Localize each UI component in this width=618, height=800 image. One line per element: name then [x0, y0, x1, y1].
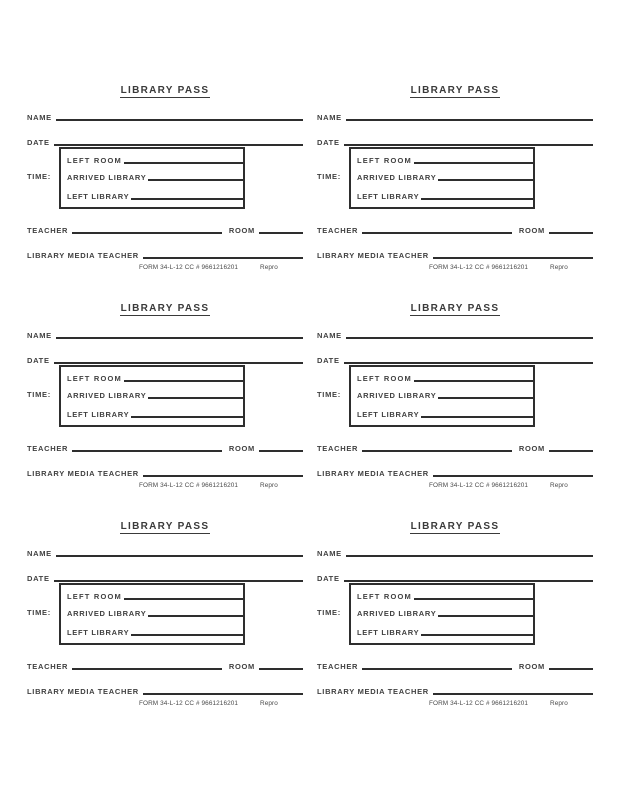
library-media-teacher-label: LIBRARY MEDIA TEACHER	[317, 686, 429, 696]
form-number: FORM 34-L-12 CC # 9661216201	[429, 264, 529, 271]
pass-footer	[317, 263, 593, 273]
date-blank-line	[344, 580, 593, 582]
date-label: DATE	[27, 355, 50, 365]
room-blank-line	[549, 450, 593, 452]
arrived-library-label: ARRIVED LIBRARY	[67, 172, 147, 182]
teacher-label: TEACHER	[27, 661, 69, 671]
repro-label: Repro	[550, 482, 568, 489]
form-number: FORM 34-L-12 CC # 9661216201	[139, 264, 239, 271]
library-media-teacher-field-row	[317, 685, 593, 695]
time-label: TIME:	[27, 608, 51, 617]
date-field-row	[317, 354, 593, 364]
date-label: DATE	[317, 573, 340, 583]
date-field-row	[27, 136, 303, 146]
form-number: FORM 34-L-12 CC # 9661216201	[139, 700, 239, 707]
teacher-label: TEACHER	[317, 443, 359, 453]
left-library-row	[67, 408, 243, 418]
teacher-blank-line	[362, 668, 512, 670]
name-label: NAME	[27, 112, 52, 122]
left-library-label: LEFT LIBRARY	[67, 409, 130, 419]
time-label: TIME:	[27, 172, 51, 181]
left-room-row	[357, 372, 533, 382]
library-pass-form	[317, 298, 593, 516]
library-media-teacher-blank-line	[433, 475, 593, 477]
date-label: DATE	[27, 573, 50, 583]
pass-title	[317, 516, 593, 534]
teacher-field-row	[27, 224, 303, 234]
name-field-row	[317, 329, 593, 339]
teacher-field-row	[317, 224, 593, 234]
name-label: NAME	[27, 330, 52, 340]
room-blank-line	[259, 450, 303, 452]
left-library-row	[357, 408, 533, 418]
time-label: TIME:	[317, 608, 341, 617]
time-box	[349, 365, 535, 427]
left-room-blank-line	[124, 380, 243, 382]
left-room-row	[357, 154, 533, 164]
form-number: FORM 34-L-12 CC # 9661216201	[429, 700, 529, 707]
date-field-row	[317, 572, 593, 582]
library-media-teacher-label: LIBRARY MEDIA TEACHER	[27, 686, 139, 696]
pass-footer	[27, 699, 303, 709]
library-media-teacher-field-row	[317, 467, 593, 477]
library-media-teacher-blank-line	[143, 257, 303, 259]
library-media-teacher-blank-line	[143, 475, 303, 477]
library-media-teacher-blank-line	[433, 257, 593, 259]
arrived-library-row	[67, 389, 243, 399]
teacher-label: TEACHER	[27, 443, 69, 453]
name-label: NAME	[317, 548, 342, 558]
left-room-blank-line	[124, 162, 243, 164]
room-blank-line	[259, 668, 303, 670]
room-label: ROOM	[518, 661, 545, 671]
arrived-library-blank-line	[148, 397, 243, 399]
left-room-row	[67, 154, 243, 164]
arrived-library-row	[67, 607, 243, 617]
left-library-label: LEFT LIBRARY	[67, 627, 130, 637]
left-library-blank-line	[421, 634, 533, 636]
left-library-label: LEFT LIBRARY	[357, 627, 420, 637]
arrived-library-blank-line	[148, 179, 243, 181]
pass-title	[317, 80, 593, 98]
date-blank-line	[344, 144, 593, 146]
name-field-row	[317, 111, 593, 121]
left-room-label: LEFT ROOM	[357, 373, 412, 383]
left-library-blank-line	[131, 634, 243, 636]
library-media-teacher-field-row	[27, 249, 303, 259]
pass-grid	[27, 80, 593, 734]
pass-footer	[317, 481, 593, 491]
library-media-teacher-field-row	[317, 249, 593, 259]
pass-title	[27, 298, 303, 316]
time-box	[59, 147, 245, 209]
pass-footer	[27, 263, 303, 273]
date-field-row	[317, 136, 593, 146]
library-media-teacher-label: LIBRARY MEDIA TEACHER	[27, 250, 139, 260]
left-room-label: LEFT ROOM	[357, 591, 412, 601]
library-pass-form	[317, 516, 593, 734]
left-library-label: LEFT LIBRARY	[357, 409, 420, 419]
repro-label: Repro	[260, 482, 278, 489]
library-media-teacher-label: LIBRARY MEDIA TEACHER	[27, 468, 139, 478]
time-label: TIME:	[27, 390, 51, 399]
arrived-library-row	[67, 171, 243, 181]
name-field-row	[27, 111, 303, 121]
name-field-row	[27, 329, 303, 339]
left-room-label: LEFT ROOM	[357, 155, 412, 165]
room-label: ROOM	[228, 225, 255, 235]
repro-label: Repro	[260, 700, 278, 707]
name-blank-line	[346, 119, 593, 121]
name-blank-line	[346, 555, 593, 557]
date-field-row	[27, 354, 303, 364]
pass-title-text: LIBRARY PASS	[120, 303, 210, 314]
name-field-row	[27, 547, 303, 557]
arrived-library-blank-line	[438, 397, 533, 399]
left-library-row	[357, 626, 533, 636]
teacher-blank-line	[362, 232, 512, 234]
form-number: FORM 34-L-12 CC # 9661216201	[429, 482, 529, 489]
pass-title-text: LIBRARY PASS	[410, 303, 500, 314]
date-blank-line	[54, 362, 303, 364]
arrived-library-blank-line	[148, 615, 243, 617]
pass-footer	[27, 481, 303, 491]
left-room-row	[67, 372, 243, 382]
left-room-row	[67, 590, 243, 600]
left-room-blank-line	[414, 380, 533, 382]
arrived-library-label: ARRIVED LIBRARY	[357, 390, 437, 400]
left-room-row	[357, 590, 533, 600]
time-label: TIME:	[317, 390, 341, 399]
arrived-library-label: ARRIVED LIBRARY	[357, 608, 437, 618]
name-label: NAME	[317, 330, 342, 340]
pass-title-text: LIBRARY PASS	[410, 85, 500, 96]
arrived-library-row	[357, 607, 533, 617]
teacher-blank-line	[362, 450, 512, 452]
pass-title-text: LIBRARY PASS	[120, 85, 210, 96]
pass-footer	[317, 699, 593, 709]
library-pass-form	[317, 80, 593, 298]
arrived-library-row	[357, 171, 533, 181]
time-box	[349, 583, 535, 645]
arrived-library-label: ARRIVED LIBRARY	[357, 172, 437, 182]
left-room-blank-line	[124, 598, 243, 600]
name-label: NAME	[27, 548, 52, 558]
library-pass-form	[27, 298, 303, 516]
teacher-blank-line	[72, 232, 222, 234]
left-room-label: LEFT ROOM	[67, 373, 122, 383]
left-room-blank-line	[414, 162, 533, 164]
teacher-field-row	[317, 660, 593, 670]
left-library-label: LEFT LIBRARY	[67, 191, 130, 201]
left-room-blank-line	[414, 598, 533, 600]
left-library-blank-line	[131, 198, 243, 200]
left-library-blank-line	[131, 416, 243, 418]
name-field-row	[317, 547, 593, 557]
arrived-library-label: ARRIVED LIBRARY	[67, 390, 147, 400]
teacher-label: TEACHER	[317, 661, 359, 671]
arrived-library-blank-line	[438, 179, 533, 181]
date-blank-line	[54, 144, 303, 146]
library-media-teacher-field-row	[27, 685, 303, 695]
room-label: ROOM	[228, 443, 255, 453]
name-blank-line	[56, 119, 303, 121]
pass-title-text: LIBRARY PASS	[410, 521, 500, 532]
teacher-label: TEACHER	[317, 225, 359, 235]
name-blank-line	[346, 337, 593, 339]
date-label: DATE	[317, 137, 340, 147]
teacher-field-row	[317, 442, 593, 452]
time-box	[349, 147, 535, 209]
left-room-label: LEFT ROOM	[67, 591, 122, 601]
arrived-library-row	[357, 389, 533, 399]
left-library-row	[67, 190, 243, 200]
room-label: ROOM	[228, 661, 255, 671]
left-library-row	[67, 626, 243, 636]
time-box	[59, 583, 245, 645]
library-media-teacher-label: LIBRARY MEDIA TEACHER	[317, 250, 429, 260]
pass-title	[27, 80, 303, 98]
name-label: NAME	[317, 112, 342, 122]
date-label: DATE	[27, 137, 50, 147]
date-blank-line	[344, 362, 593, 364]
room-label: ROOM	[518, 443, 545, 453]
date-blank-line	[54, 580, 303, 582]
teacher-field-row	[27, 442, 303, 452]
library-pass-form	[27, 516, 303, 734]
arrived-library-blank-line	[438, 615, 533, 617]
library-media-teacher-label: LIBRARY MEDIA TEACHER	[317, 468, 429, 478]
teacher-field-row	[27, 660, 303, 670]
room-blank-line	[549, 232, 593, 234]
date-label: DATE	[317, 355, 340, 365]
repro-label: Repro	[260, 264, 278, 271]
repro-label: Repro	[550, 700, 568, 707]
left-library-row	[357, 190, 533, 200]
pass-title-text: LIBRARY PASS	[120, 521, 210, 532]
teacher-blank-line	[72, 668, 222, 670]
time-label: TIME:	[317, 172, 341, 181]
form-number: FORM 34-L-12 CC # 9661216201	[139, 482, 239, 489]
arrived-library-label: ARRIVED LIBRARY	[67, 608, 147, 618]
pass-title	[317, 298, 593, 316]
name-blank-line	[56, 555, 303, 557]
teacher-blank-line	[72, 450, 222, 452]
pass-title	[27, 516, 303, 534]
name-blank-line	[56, 337, 303, 339]
date-field-row	[27, 572, 303, 582]
left-library-blank-line	[421, 416, 533, 418]
room-label: ROOM	[518, 225, 545, 235]
time-box	[59, 365, 245, 427]
room-blank-line	[259, 232, 303, 234]
library-media-teacher-field-row	[27, 467, 303, 477]
repro-label: Repro	[550, 264, 568, 271]
left-library-label: LEFT LIBRARY	[357, 191, 420, 201]
teacher-label: TEACHER	[27, 225, 69, 235]
room-blank-line	[549, 668, 593, 670]
library-media-teacher-blank-line	[143, 693, 303, 695]
library-pass-form	[27, 80, 303, 298]
left-room-label: LEFT ROOM	[67, 155, 122, 165]
library-media-teacher-blank-line	[433, 693, 593, 695]
left-library-blank-line	[421, 198, 533, 200]
